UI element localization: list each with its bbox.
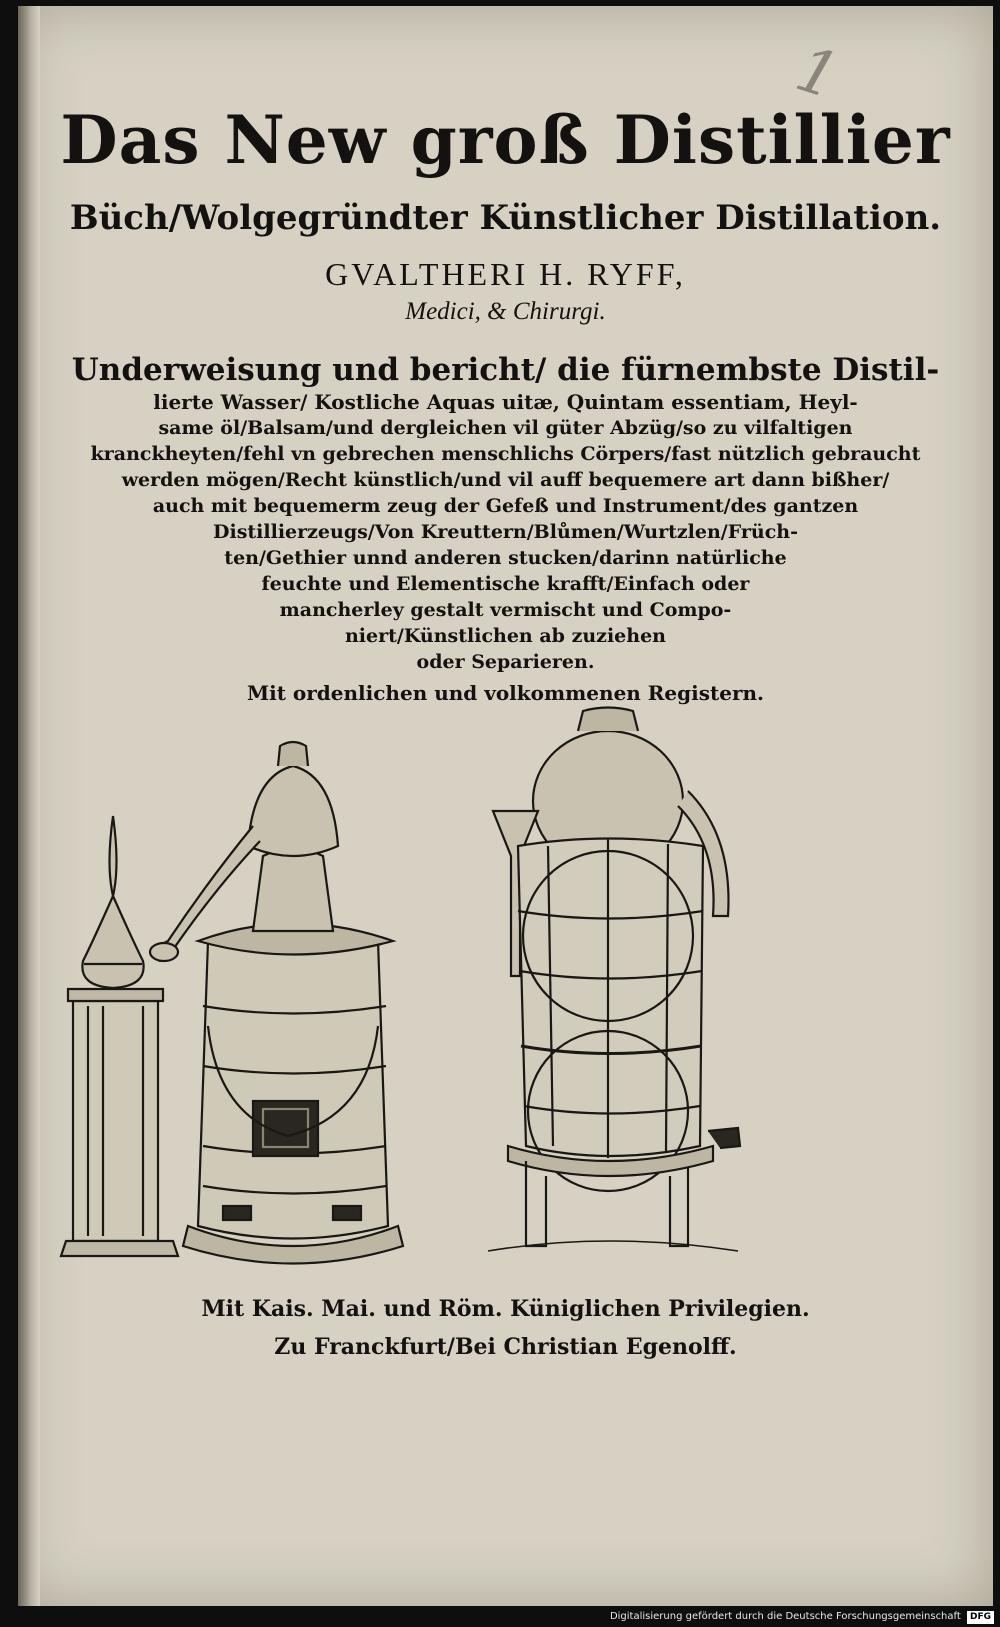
description-line: oder Separieren. bbox=[416, 651, 595, 673]
author-role: Medici, & Chirurgi. bbox=[405, 298, 606, 325]
folio-number: 1 bbox=[787, 31, 848, 114]
title-line-1: Das New groß Distillier bbox=[60, 101, 951, 179]
page-gutter bbox=[18, 6, 40, 1606]
tower-still-with-funnel bbox=[488, 708, 740, 1252]
description-line: same öl/Balsam/und dergleichen vil güter Abzüg/so zu vilfaltigen bbox=[158, 417, 853, 439]
description-line: mancherley gestalt vermischt und Compo- bbox=[279, 599, 732, 621]
registers-note: Mit ordenlichen und volkommenen Registern. bbox=[246, 681, 764, 705]
receiver-flask-on-pedestal bbox=[61, 816, 178, 1256]
description-line: Distillierzeugs/Von Kreuttern/Blůmen/Wurtzlen/Früch- bbox=[213, 521, 798, 543]
imprint-line: Zu Franckfurt/Bei Christian Egenolff. bbox=[274, 1334, 737, 1360]
footer-text: Digitalisierung gefördert durch die Deutsche Forschungsgemeinschaft bbox=[609, 1611, 961, 1622]
description-line: feuchte und Elementische krafft/Einfach oder bbox=[261, 573, 750, 595]
privilege-line: Mit Kais. Mai. und Röm. Küniglichen Privilegien. bbox=[201, 1296, 810, 1322]
furnace-with-alembic bbox=[150, 742, 403, 1264]
title-line-2: Büch/Wolgegründter Künstlicher Distillation. bbox=[69, 198, 942, 238]
description-line: niert/Künstlichen ab zuziehen bbox=[344, 625, 666, 647]
description-line: auch mit bequemerm zeug der Gefeß und Instrument/des gantzen bbox=[152, 495, 859, 517]
author-name: GVALTHERI H. RYFF, bbox=[325, 256, 686, 292]
description-block bbox=[18, 351, 993, 675]
book-page bbox=[18, 6, 993, 1606]
description-line: ten/Gethier unnd anderen stucken/darinn natürliche bbox=[224, 547, 787, 569]
description-line: lierte Wasser/ Kostliche Aquas uitæ, Quintam essentiam, Heyl- bbox=[153, 390, 858, 414]
description-line: kranckheyten/fehl vn gebrechen menschlichs Cörpers/fast nützlich gebraucht bbox=[90, 443, 921, 465]
description-line: Underweisung und bericht/ die fürnembste Distil- bbox=[71, 352, 940, 388]
distillation-woodcut bbox=[48, 706, 748, 1276]
description-line: werden mögen/Recht künstlich/und vil auff bequemere art dann bißher/ bbox=[121, 469, 890, 491]
digitization-footer bbox=[583, 1607, 1000, 1627]
dfg-logo: DFG bbox=[967, 1611, 994, 1624]
